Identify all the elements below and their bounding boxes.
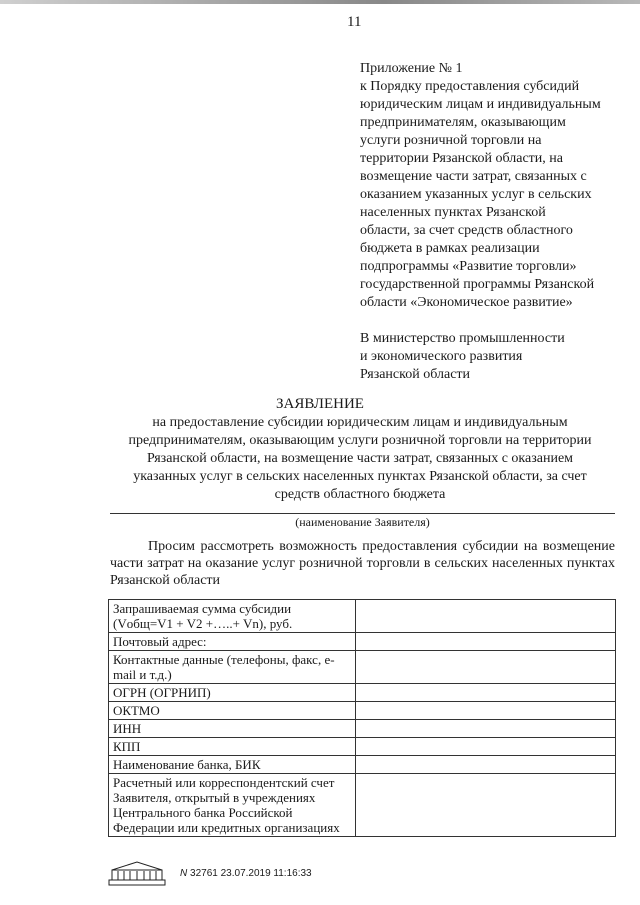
row-label-kpp: КПП [109, 738, 356, 756]
building-stamp-icon [108, 860, 166, 886]
table-row [109, 774, 616, 837]
row-label-oktmo: ОКТМО [109, 702, 356, 720]
statement-subtitle: на предоставление субсидии юридическим лицам и индивидуальным предпринимателям, оказывающим услуги розничной торговли на территории Рязанской области, на возмещение части затрат, связанных с оказанием указанных услуг в сельских населенных пунктах Рязанской области, за счет средств областного бюджета [128, 415, 592, 502]
row-value-postal-address [356, 633, 616, 651]
row-label-postal-address: Почтовый адрес: [109, 633, 356, 651]
row-label-subsidy-amount: Запрашиваемая сумма субсидии (Vобщ=V1 + V2 +…..+ Vn), руб. [109, 600, 356, 633]
row-value-kpp [356, 738, 616, 756]
appendix-title: Приложение № 1 [360, 61, 463, 76]
registration-number [180, 868, 312, 879]
table-row [109, 651, 616, 684]
row-value-contacts [356, 651, 616, 684]
row-value-inn [356, 720, 616, 738]
applicant-name-line [110, 513, 615, 514]
registration-footer [108, 860, 408, 888]
registration-text: 32761 23.07.2019 11:16:33 [190, 868, 312, 879]
registration-mark: N [180, 868, 188, 879]
appendix-body: к Порядку предоставления субсидий юридическим лицам и индивидуальным предпринимателям, оказывающим услуги розничной торговли на территории Рязанской области, на возмещение части затрат, связанных с оказанием указанных услуг в сельских населенных пунктах Рязанской области, за счет средств областного бюджета в рамках реализации подпрограммы «Развитие торговли» государственной программы Рязанской области «Экономическое развитие» [360, 79, 601, 310]
table-row [109, 600, 616, 633]
request-paragraph: Просим рассмотреть возможность предоставления субсидии на возмещение части затрат на оказание услуг розничной торговли в сельских населенных пунктах Рязанской области [110, 539, 615, 588]
row-label-account: Расчетный или корреспондентский счет Заявителя, открытый в учреждениях Центрального банка Российской Федерации или кредитных организациях [109, 774, 356, 837]
applicant-caption: (наименование Заявителя) [295, 515, 430, 529]
row-value-account [356, 774, 616, 837]
scan-edge [0, 0, 640, 4]
applicant-details-table [108, 599, 616, 837]
table-row [109, 756, 616, 774]
row-label-ogrn: ОГРН (ОГРНИП) [109, 684, 356, 702]
row-label-bank: Наименование банка, БИК [109, 756, 356, 774]
addressee: В министерство промышленности и экономического развития Рязанской области [360, 331, 565, 382]
table-row [109, 702, 616, 720]
table-row [109, 738, 616, 756]
row-value-oktmo [356, 702, 616, 720]
row-value-ogrn [356, 684, 616, 702]
row-value-bank [356, 756, 616, 774]
table-row [109, 720, 616, 738]
table-row [109, 684, 616, 702]
statement-title: ЗАЯВЛЕНИЕ [276, 396, 364, 412]
appendix-block [360, 60, 630, 312]
page-number: 11 [347, 14, 362, 30]
table-row [109, 633, 616, 651]
row-label-contacts: Контактные данные (телефоны, факс, e-mail и т.д.) [109, 651, 356, 684]
row-value-subsidy-amount [356, 600, 616, 633]
row-label-inn: ИНН [109, 720, 356, 738]
